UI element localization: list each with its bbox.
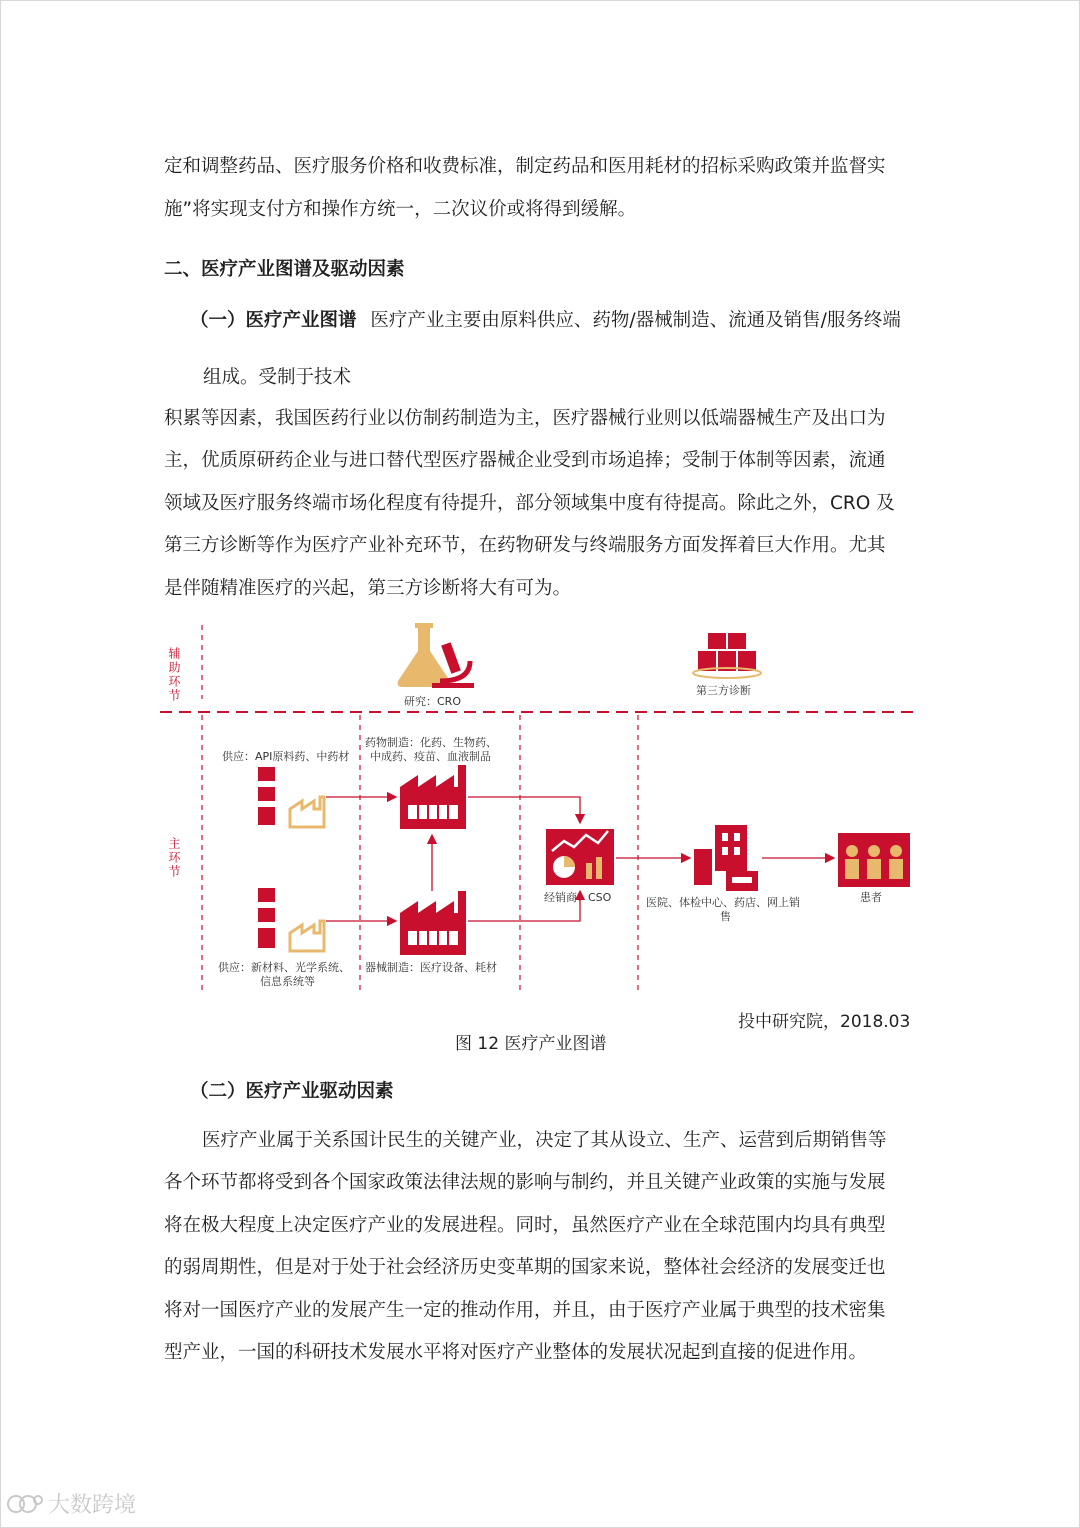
industry-map-diagram: [160, 615, 930, 1005]
watermark: [6, 1488, 136, 1519]
device-label: 器械制造：医疗设备、耗材: [365, 961, 497, 974]
para2-line-3: 将在极大程度上决定医疗产业的发展进程。同时，虽然医疗产业在全球范围内均具有典型: [164, 1215, 886, 1236]
watermark-text: 大数跨境: [48, 1493, 137, 1518]
terminal-label-1: 医院、体检中心、药店、网上销: [646, 896, 800, 909]
para1-line-3: 领域及医疗服务终端市场化程度有待提升，部分领域集中度有待提高。除此之外，CRO 及: [164, 493, 895, 514]
para2-line-1: 医疗产业属于关系国计民生的关键产业，决定了其从设立、生产、运营到后期销售等: [202, 1130, 887, 1151]
supply-bottom-label-2: 信息系统等: [260, 975, 315, 988]
para1-line-5: 是伴随精准医疗的兴起，第三方诊断将大有可为。: [164, 578, 572, 599]
third-party-boxes-icon: [693, 633, 761, 678]
para2-line-6: 型产业，一国的科研技术发展水平将对医疗产业整体的发展状况起到直接的促进作用。: [164, 1342, 868, 1363]
hospital-buildings-icon: [694, 825, 758, 891]
terminal-label-2: 售: [720, 910, 731, 923]
figure-caption: 图 12 医疗产业图谱: [455, 1034, 607, 1054]
distributor-chart-icon: [546, 829, 614, 885]
pharma-label-2: 中成药、疫苗、血液制品: [370, 750, 491, 763]
watermark-logo-icon: [6, 1492, 44, 1516]
main-label: 主环节: [167, 837, 181, 879]
supply-top-label: 供应：API原料药、中药材: [222, 750, 350, 763]
aux-label: 辅助环节: [167, 647, 181, 703]
para2-line-5: 将对一国医疗产业的发展产生一定的推动作用，并且，由于医疗产业属于典型的技术密集: [164, 1300, 886, 1321]
distributor-label: 经销商：CSO: [544, 891, 612, 904]
subheading-1-text2: 组成。受制于技术: [203, 367, 352, 388]
pharma-label-1: 药物制造：化药、生物药、: [365, 736, 497, 749]
cro-flask-icon: [398, 623, 475, 688]
small-factory-bottom-icon: [290, 921, 324, 951]
cro-label: 研究：CRO: [404, 695, 461, 708]
device-factory-icon: [400, 891, 466, 955]
barrels-bottom-icon: [258, 888, 275, 948]
figure-source: 投中研究院，2018.03: [738, 1012, 911, 1032]
third-party-label: 第三方诊断: [696, 684, 751, 697]
para2-line-4: 的弱周期性，但是对于处于社会经济历史变革期的国家来说，整体社会经济的发展变迁也: [164, 1257, 886, 1278]
para2-line-2: 各个环节都将受到各个国家政策法律法规的影响与制约，并且关键产业政策的实施与发展: [164, 1172, 886, 1193]
intro-line-1: 定和调整药品、医疗服务价格和收费标准，制定药品和医用耗材的招标采购政策并监督实: [164, 156, 886, 177]
subheading-1-title: （一）医疗产业图谱: [190, 310, 357, 331]
supply-bottom-label-1: 供应：新材料、光学系统、: [218, 961, 350, 974]
subheading-2: （二）医疗产业驱动因素: [190, 1081, 394, 1102]
para1-line-4: 第三方诊断等作为医疗产业补充环节，在药物研发与终端服务方面发挥着巨大作用。尤其: [164, 535, 886, 556]
patient-label: 患者: [860, 891, 882, 904]
pharma-factory-icon: [400, 765, 466, 829]
para1-line-2: 主，优质原研药企业与进口替代型医疗器械企业受到市场追捧；受制于体制等因素，流通: [164, 450, 886, 471]
subheading-1-text: 医疗产业主要由原料供应、药物/器械制造、流通及销售/服务终端: [370, 310, 901, 331]
arrow-pharma-to-distributor: [468, 797, 580, 823]
intro-line-2: 施”将实现支付方和操作方统一，二次议价或将得到缓解。: [164, 199, 637, 220]
subheading-1-row: [190, 306, 901, 332]
barrels-top-icon: [258, 767, 275, 825]
section-heading: 二、医疗产业图谱及驱动因素: [164, 259, 405, 280]
para1-line-1: 积累等因素，我国医药行业以仿制药制造为主，医疗器械行业则以低端器械生产及出口为: [164, 408, 886, 429]
patients-icon: [838, 833, 910, 887]
small-factory-top-icon: [290, 797, 324, 827]
